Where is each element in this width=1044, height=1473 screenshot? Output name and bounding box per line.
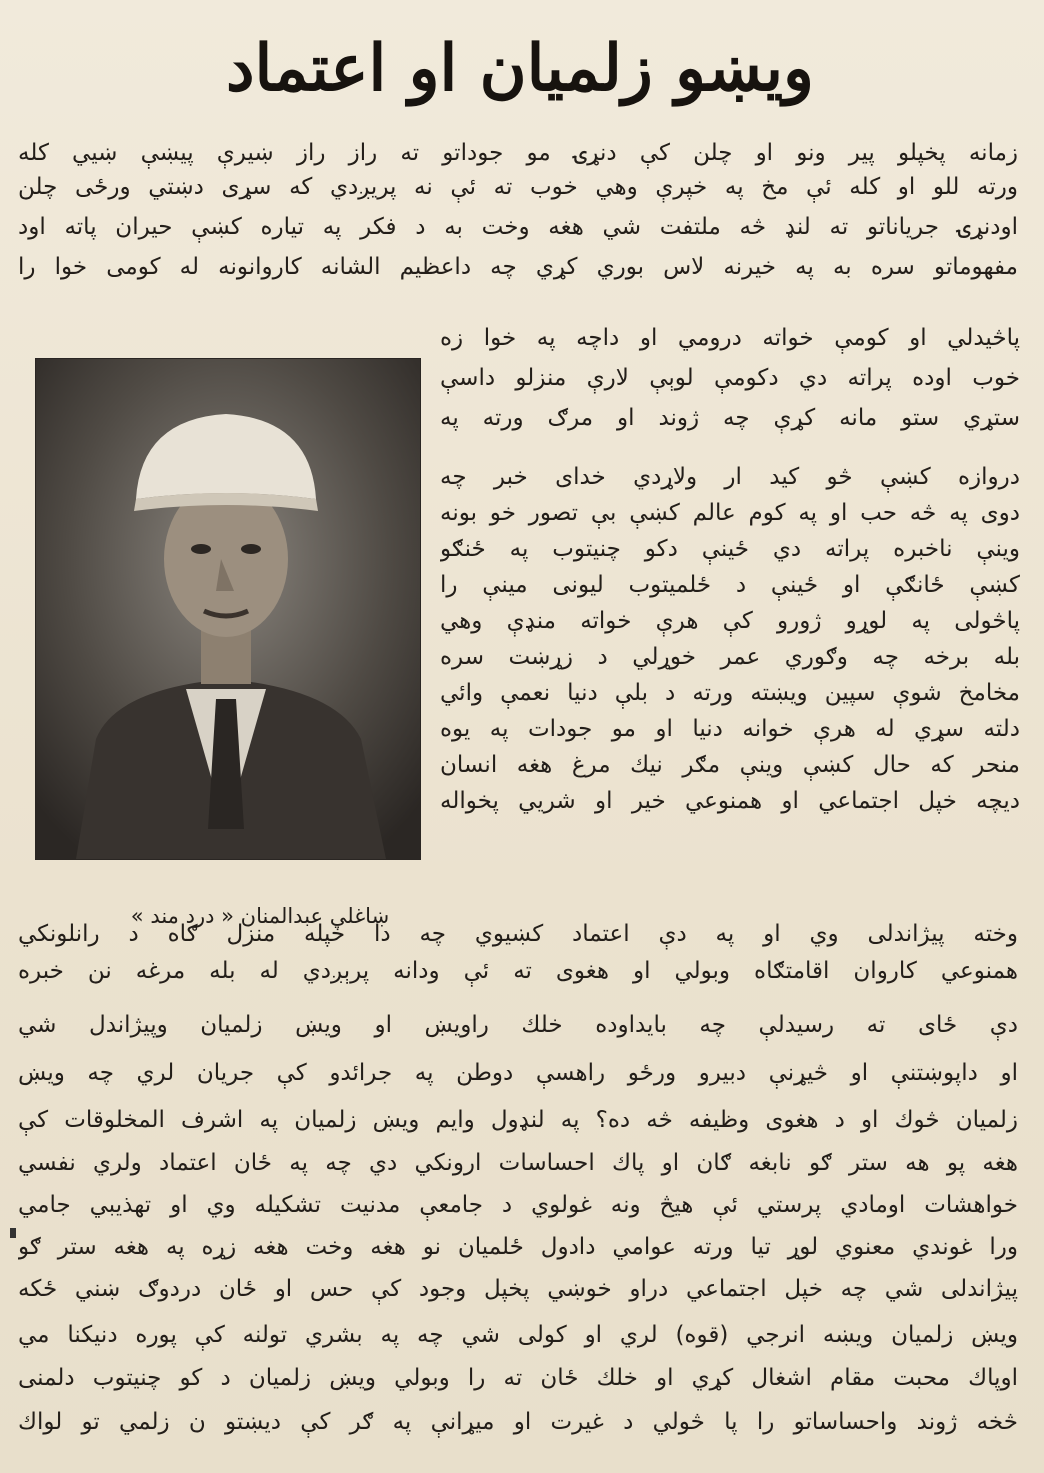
text-line: دې ځای ته رسیدلې چه بایداوده خلك راويښ او ويښ زلميان وپيژاندل شي: [18, 1012, 1018, 1038]
text-line: ورته للو او کله ئې مخ په خپرې وهي خوب ته ئې نه پریږدي که سړی دښتي ورځی چلن: [18, 174, 1018, 200]
text-line: منحر که حال کښې وینې مګر نیك مرغ هغه انسان: [440, 752, 1020, 778]
margin-mark: [10, 1228, 16, 1238]
text-line: پاڅیدلي او کومې خواته درومي او داچه په خوا زه: [440, 325, 1020, 351]
portrait-illustration: [36, 359, 420, 859]
text-line: ورا غوندي معنوي لوړ تیا ورته عوامي دادول ځلمیان نو هغه وخت هغه زړه په هغه ستر ګو: [18, 1234, 1018, 1260]
article-title: ویښو زلمیان او اعتماد: [226, 31, 814, 106]
portrait-photo: [35, 358, 421, 860]
text-line: پیژاندلی شي چه خپل اجتماعي دراو خوښي پخپل وجود کې حس او ځان دردوګ ښني ځکه: [18, 1276, 1018, 1302]
text-line: زمانه پخپلو پیر ونو او چلن کې دنړۍ مو جوداتو ته راز راز ښیرې پیښې ښيي کله: [18, 140, 1018, 166]
text-line: دیچه خپل اجتماعي او همنوعي خیر او شريي پخواله: [440, 788, 1020, 814]
text-line: او داپوښتنې او څیړنې دبیرو ورځو راهسې دوطن په جرائدو کې جریان لري چه ويښ: [18, 1060, 1018, 1086]
text-line: پاڅولی په لوړو ژورو کې هرې خواته منډې وهي: [440, 608, 1020, 634]
text-line: مخامخ شوې سپین ویښته ورته د بلې دنیا نعمې وائي: [440, 680, 1020, 706]
text-line: څخه ژوند واحساساتو را پا څولي د غیرت او میړانې په ګر کې ديښتو ن زلمي تو لواك: [18, 1409, 1018, 1435]
text-line: مفهوماتو سره به په خیرنه لاس بوري کړي چه داعظیم الشانه کاروانونه له کومی خوا را: [18, 254, 1018, 280]
text-line: بله برخه چه وګوري عمر خوړلي د زړښت سره: [440, 644, 1020, 670]
text-line: کښې ځانګې او ځینې د ځلمیتوب لیونی مینې را: [440, 572, 1020, 598]
text-line: وخته پیژاندلی وي او په دې اعتماد کښیوي چه دا خپله منزل ګاه د رانلونکي: [18, 921, 1018, 947]
text-line: خوب اوده پراته دي دکومې لوېې لارې منزلو داسې: [440, 365, 1020, 391]
text-line: دروازه کښې څو کید ار ولاړدي خدای خبر چه: [440, 464, 1020, 490]
text-line: اوپاك محبت مقام اشغال کړي او خلك ځان ته را وبولي ویښ زلمیان د کو چنیتوب دلمنی: [18, 1365, 1018, 1391]
photo-caption: ښاغلي عبدالمنان « درد مند »: [130, 904, 390, 928]
text-line: هغه پو هه ستر ګو نابغه ګان او پاك احساسات ارونکي دي چه په ځان اعتماد ولري نفسي: [18, 1150, 1018, 1176]
text-line: اودنړۍ جریاناتو ته لنډ څه ملتفت شي هغه وخت به د فکر په تیاره کښې حیران پاته اود: [18, 214, 1018, 240]
text-line: وینې ناخبره پراته دي ځینې دکو چنیتوب په ځنګو: [440, 536, 1020, 562]
text-line: دوی په څه حب او په کوم عالم کښې بې تصور خو بونه: [440, 500, 1020, 526]
text-line: خواهشات اومادي پرستي ئې هيڅ ونه غولوي د جامعې مدنیت تشکیله وي او تهذیبي جامي: [18, 1192, 1018, 1218]
text-line: زلميان څوك او د هغوی وظیفه څه ده؟ په لنډول وایم ويښ زلميان په اشرف المخلوقات کې: [18, 1107, 1018, 1133]
text-line: دلته سړي له هرې خوانه دنیا او مو جودات په یوه: [440, 716, 1020, 742]
text-line: ستړي ستو مانه کړې چه ژوند او مرګ ورته په: [440, 405, 1020, 431]
text-line: همنوعي کاروان اقامتګاه وبولي او هغوی ته ئې ودانه پرېږدي له بله مرغه نن خبره: [18, 958, 1018, 984]
text-line: ویښ زلمیان ویښه انرجي (قوه) لري او کولی شي چه په بشري تولنه کې پوره دنیکنا مي: [18, 1322, 1018, 1348]
